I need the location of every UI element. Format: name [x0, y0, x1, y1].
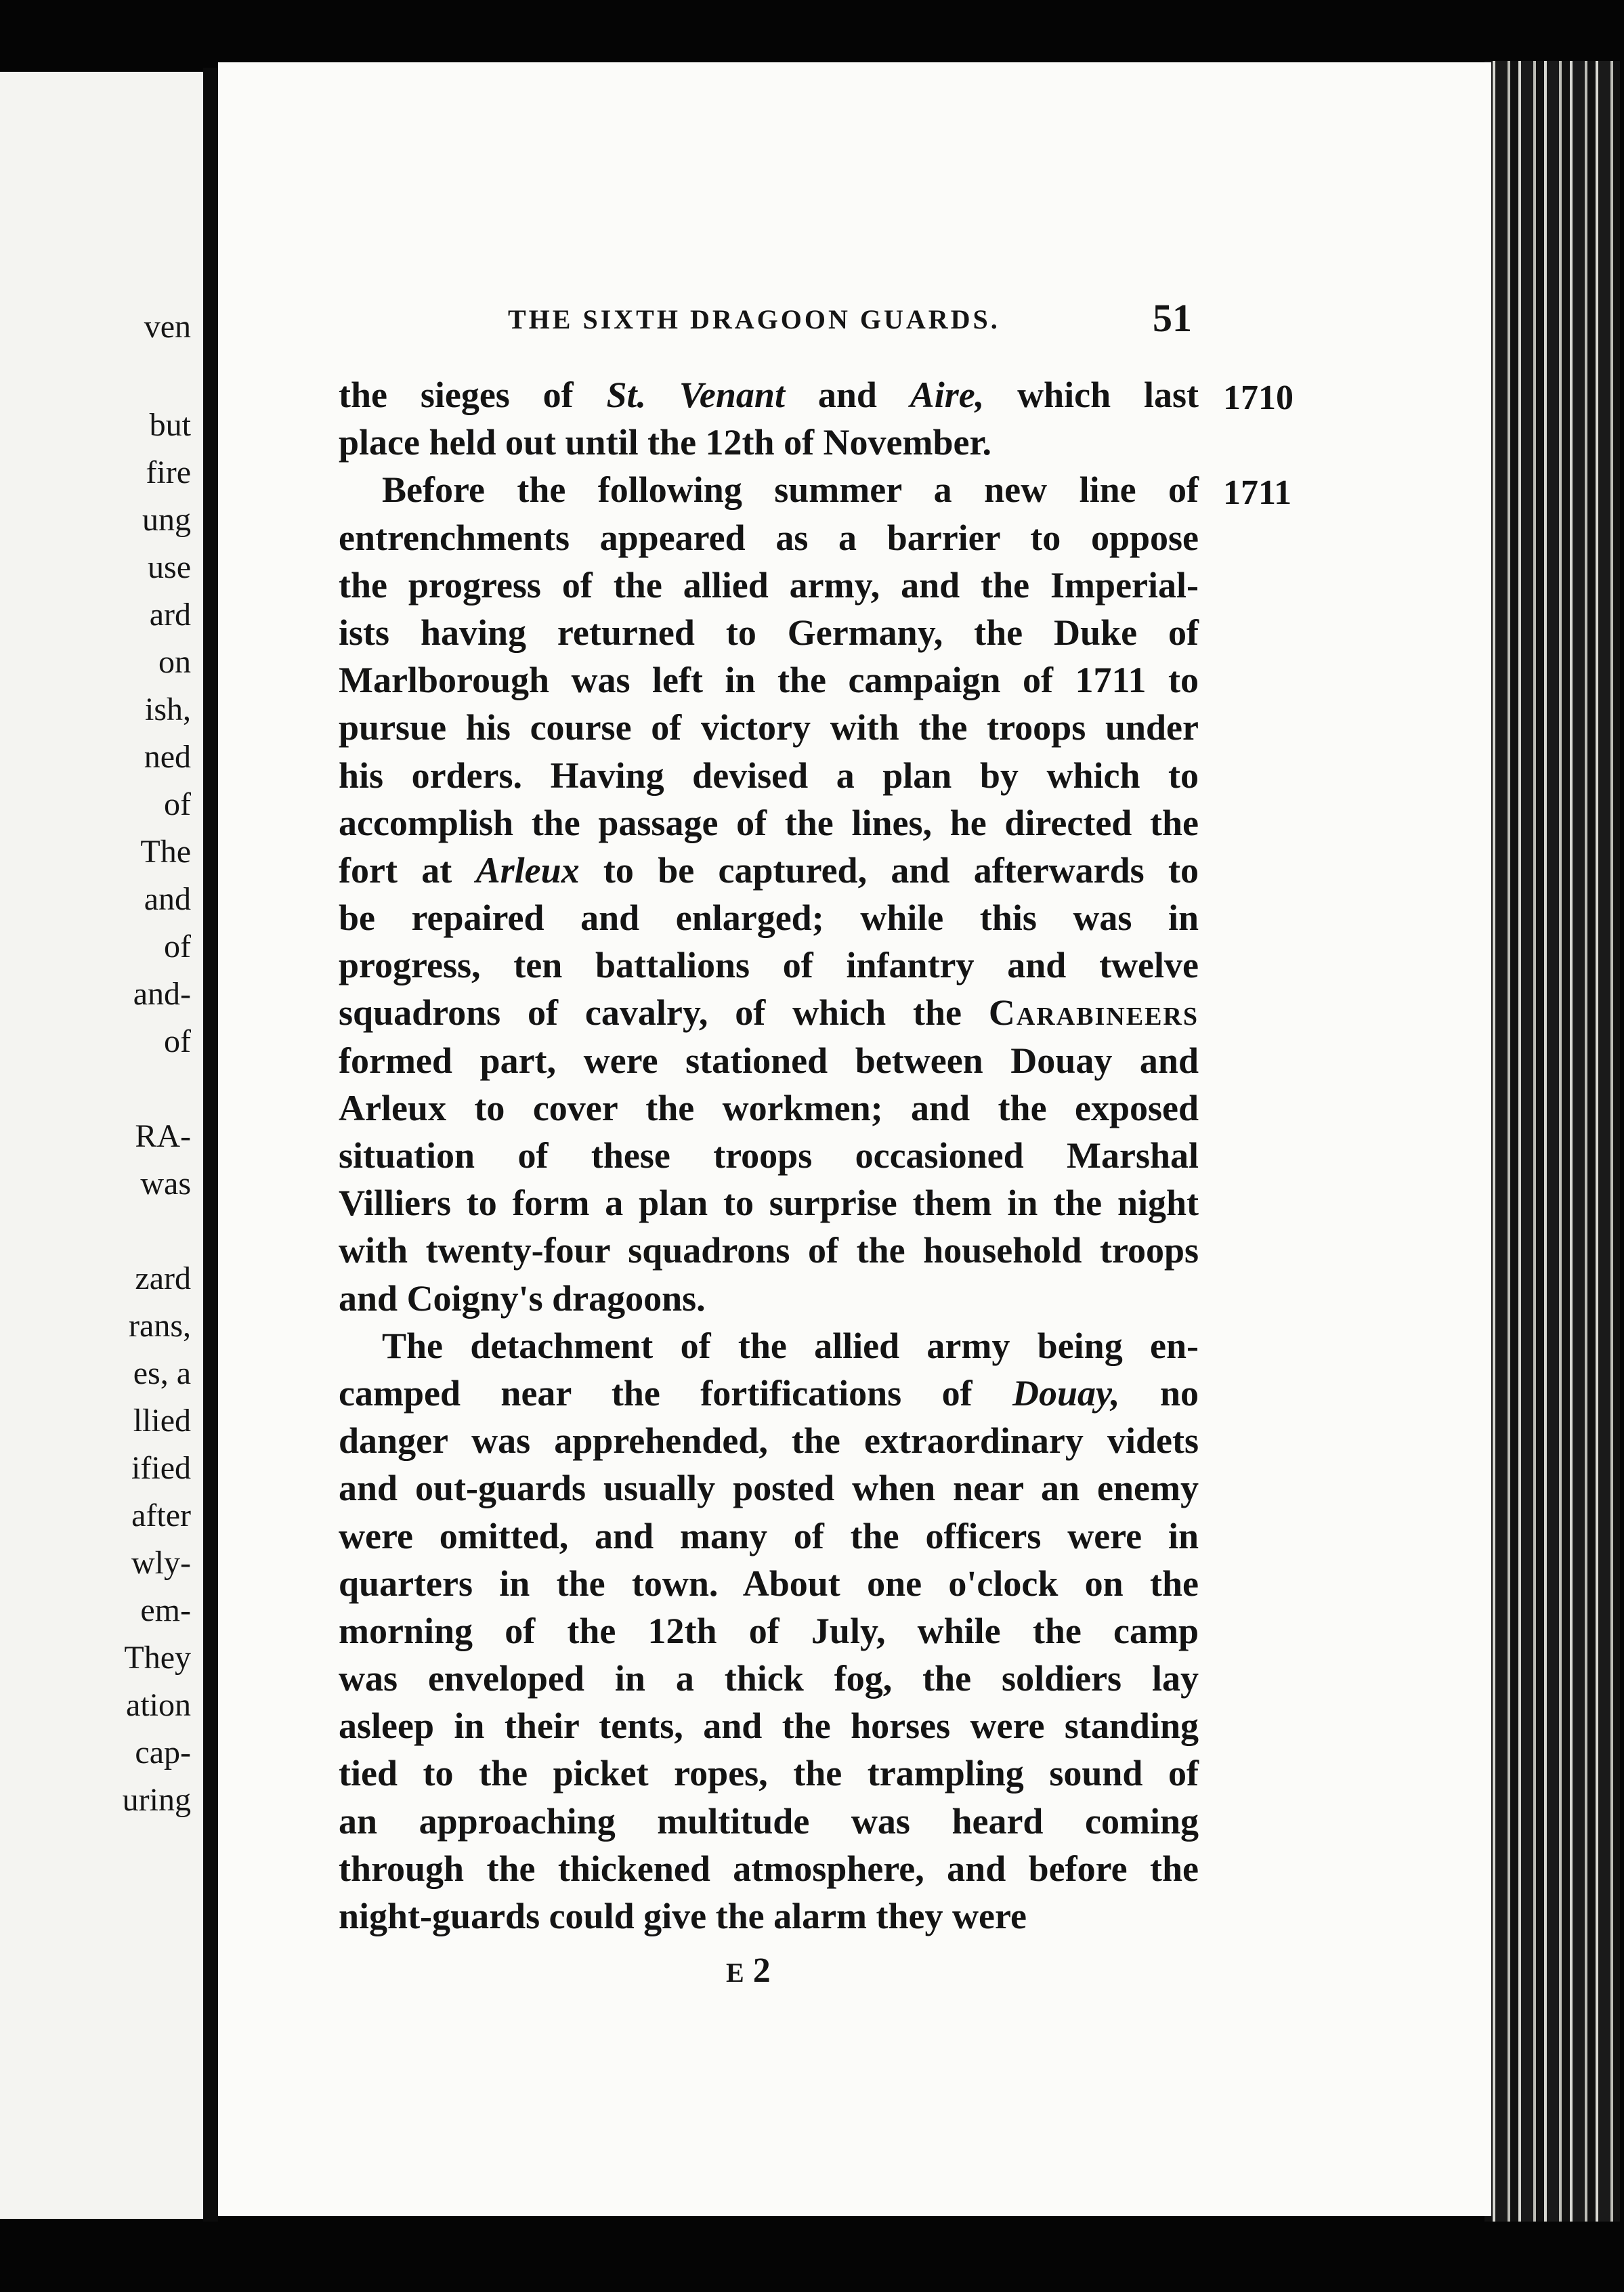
- text-line: [339, 799, 1199, 847]
- facing-page: [0, 72, 203, 2219]
- running-head: THE SIXTH DRAGOON GUARDS.: [508, 304, 1000, 335]
- italic-run: Aire,: [910, 375, 985, 415]
- text-run: Villiers to form a plan to surprise them in the night: [339, 1183, 1199, 1224]
- facing-page-fragment: was: [140, 1166, 191, 1202]
- text-run: Marlborough was left in the campaign of 1711 to: [339, 660, 1199, 701]
- facing-page-fragment: ation: [126, 1687, 191, 1723]
- text-run: and Coigny's dragoons.: [339, 1277, 706, 1319]
- text-run: fort at: [339, 849, 476, 891]
- facing-page-fragment: use: [148, 549, 191, 585]
- body-text: [339, 371, 1199, 1940]
- signature-number: 2: [752, 1951, 771, 1990]
- facing-page-fragment: of: [164, 786, 191, 822]
- text-run: formed part, were stationed between Douay and: [339, 1040, 1199, 1081]
- facing-page-fragment: fire: [146, 454, 191, 490]
- text-run: Arleux to cover the workmen; and the exposed: [339, 1087, 1199, 1128]
- text-run: morning of the 12th of July, while the camp: [339, 1610, 1199, 1651]
- text-line: [339, 1417, 1199, 1464]
- text-run: accomplish the passage of the lines, he directed the: [339, 802, 1199, 843]
- text-run: The detachment of the allied army being en-: [382, 1325, 1199, 1366]
- text-line: [339, 609, 1199, 656]
- facing-page-fragment: uring: [122, 1782, 191, 1818]
- text-run: which last: [984, 375, 1199, 415]
- italic-run: St. Venant: [606, 375, 785, 415]
- facing-page-fragment: zard: [135, 1260, 191, 1296]
- text-line: [339, 1702, 1199, 1749]
- text-line: [339, 371, 1199, 419]
- text-line: [339, 1322, 1199, 1370]
- text-line: [339, 419, 1199, 466]
- text-line: [339, 656, 1199, 704]
- facing-page-fragment: but: [149, 407, 191, 443]
- small-caps-run: Carabineers: [988, 992, 1199, 1034]
- text-line: [339, 1749, 1199, 1797]
- text-line: [339, 1892, 1199, 1940]
- text-line: [339, 1607, 1199, 1655]
- facing-page-fragment: They: [124, 1640, 191, 1676]
- italic-run: Arleux: [475, 849, 580, 891]
- text-run: the sieges of: [339, 375, 607, 415]
- facing-page-fragment: es, a: [133, 1355, 191, 1391]
- text-run: Before the following summer a new line of: [382, 469, 1199, 511]
- facing-page-fragment: ish,: [144, 692, 191, 727]
- text-run: pursue his course of victory with the troops under: [339, 707, 1199, 748]
- facing-page-fragment: and: [144, 881, 191, 917]
- text-run: an approaching multitude was heard coming: [339, 1800, 1199, 1842]
- text-run: his orders. Having devised a plan by which to: [339, 755, 1199, 796]
- text-line: [339, 514, 1199, 561]
- facing-page-fragment: em-: [140, 1592, 191, 1628]
- text-run: progress, ten battalions of infantry and twelve: [339, 945, 1199, 986]
- facing-page-fragment: The: [140, 834, 191, 870]
- text-line: [339, 1084, 1199, 1132]
- text-run: was enveloped in a thick fog, the soldiers lay: [339, 1658, 1199, 1699]
- text-line: [339, 1227, 1199, 1274]
- text-run: the progress of the allied army, and the Imperial-: [339, 564, 1199, 606]
- text-run: were omitted, and many of the officers were in: [339, 1515, 1199, 1556]
- text-line: [339, 1464, 1199, 1512]
- text-run: situation of these troops occasioned Marshal: [339, 1135, 1199, 1176]
- text-run: and out-guards usually posted when near an enemy: [339, 1468, 1199, 1509]
- facing-page-fragment: rans,: [129, 1308, 191, 1344]
- text-run: to be captured, and afterwards to: [579, 849, 1199, 891]
- text-line: [339, 466, 1199, 513]
- text-line: [339, 1370, 1199, 1417]
- text-line: [339, 704, 1199, 751]
- text-run: quarters in the town. About one o'clock on the: [339, 1563, 1199, 1604]
- margin-year: 1710: [1223, 379, 1294, 417]
- text-line: [339, 1655, 1199, 1702]
- text-run: night-guards could give the alarm they were: [339, 1896, 1027, 1936]
- text-run: with twenty-four squadrons of the household troops: [339, 1230, 1199, 1271]
- signature-mark: [726, 1951, 771, 1991]
- text-line: [339, 941, 1199, 989]
- facing-page-fragment: after: [131, 1498, 191, 1533]
- facing-page-fragment: ung: [142, 502, 191, 538]
- italic-run: Douay,: [1012, 1372, 1120, 1414]
- text-run: danger was apprehended, the extraordinary videts: [339, 1420, 1199, 1462]
- facing-page-fragment: and-: [133, 976, 191, 1012]
- facing-page-fragment: llied: [133, 1403, 191, 1439]
- signature-letter: E: [726, 1957, 744, 1988]
- text-line: [339, 561, 1199, 609]
- text-run: ists having returned to Germany, the Duke of: [339, 612, 1199, 653]
- text-line: [339, 989, 1199, 1036]
- text-run: no: [1119, 1372, 1199, 1414]
- facing-page-fragment: ard: [149, 597, 191, 633]
- text-run: asleep in their tents, and the horses were standing: [339, 1705, 1199, 1747]
- facing-page-fragment: ified: [131, 1450, 191, 1486]
- facing-page-fragment: of: [164, 1023, 191, 1059]
- facing-page-fragment: of: [164, 929, 191, 964]
- facing-page-fragment: wly-: [131, 1545, 191, 1581]
- text-line: [339, 1845, 1199, 1892]
- text-run: and: [784, 375, 910, 415]
- facing-page-fragment: ven: [144, 309, 191, 345]
- text-line: [339, 1132, 1199, 1179]
- facing-page-fragment: ned: [144, 739, 191, 775]
- book-gutter: [203, 68, 218, 2222]
- text-line: [339, 1037, 1199, 1084]
- margin-year: 1711: [1223, 473, 1292, 512]
- page-header: [284, 298, 1226, 345]
- facing-page-fragment: cap-: [135, 1735, 191, 1770]
- facing-page-fragment: on: [158, 644, 191, 680]
- text-line: [339, 1512, 1199, 1560]
- text-run: place held out until the 12th of November.: [339, 422, 992, 463]
- text-run: entrenchments appeared as a barrier to oppose: [339, 517, 1199, 558]
- text-run: through the thickened atmosphere, and before the: [339, 1848, 1199, 1889]
- text-run: camped near the fortifications of: [339, 1372, 1013, 1414]
- text-run: squadrons of cavalry, of which the: [339, 992, 989, 1034]
- text-line: [339, 1560, 1199, 1607]
- text-line: [339, 847, 1199, 894]
- text-line: [339, 894, 1199, 941]
- text-line: [339, 1179, 1199, 1227]
- page-edges: [1484, 61, 1620, 2222]
- text-run: tied to the picket ropes, the trampling sound of: [339, 1753, 1199, 1794]
- facing-page-fragment: RA-: [135, 1118, 191, 1154]
- text-run: be repaired and enlarged; while this was in: [339, 897, 1199, 939]
- text-line: [339, 1275, 1199, 1322]
- page-number: 51: [1153, 296, 1192, 340]
- text-line: [339, 752, 1199, 799]
- text-line: [339, 1798, 1199, 1845]
